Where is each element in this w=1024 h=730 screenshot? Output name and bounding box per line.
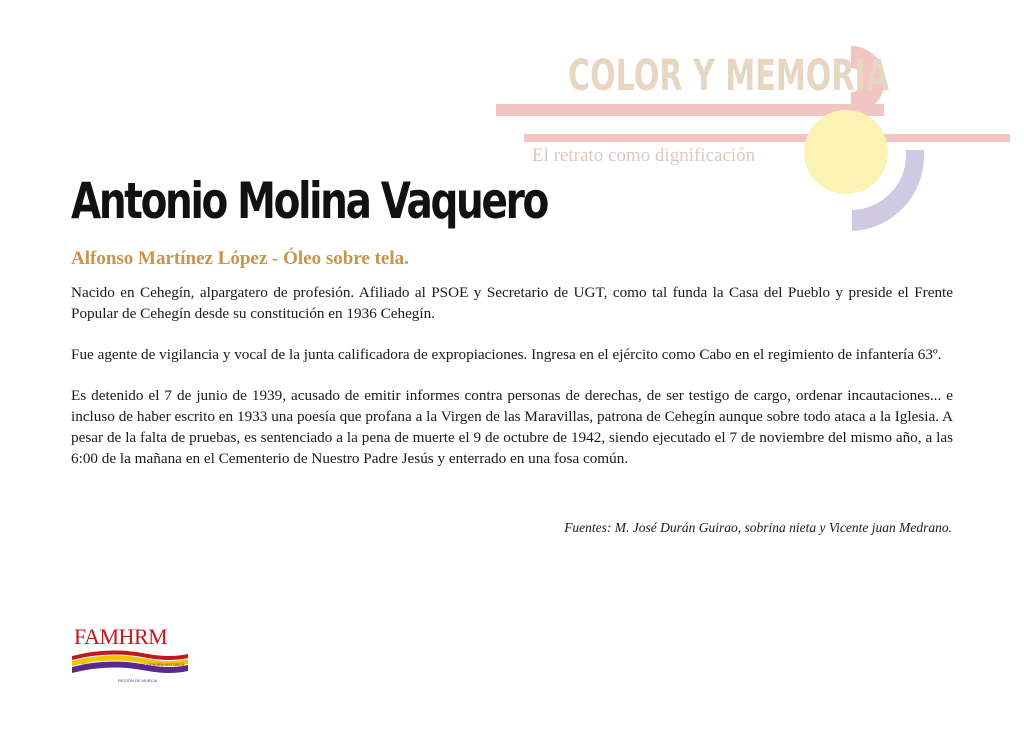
pink-band-bottom (524, 134, 1010, 142)
artwork-credit: Alfonso Martínez López - Óleo sobre tela. (71, 248, 409, 269)
series-title: COLOR Y MEMORIA (568, 51, 890, 101)
lavender-arc-cap (906, 150, 924, 155)
subject-name: Antonio Molina Vaquero (71, 172, 547, 230)
logo-text: FAMHRM (74, 624, 168, 649)
biography-paragraph: Nacido en Cehegín, alpargatero de profesión. Afiliado al PSOE y Secretario de UGT, como tal funda la Casa del Pueblo y preside el Frente Popular de Cehegín desde su constitución en 1936 Cehegín. (71, 284, 953, 322)
yellow-circle (804, 110, 888, 194)
biography (71, 282, 953, 489)
series-subtitle: El retrato como dignificación (532, 145, 756, 166)
biography-paragraph: Fue agente de vigilancia y vocal de la junta calificadora de expropiaciones. Ingresa en el ejército como Cabo en el regimiento de infantería 63º. (71, 346, 942, 363)
sources-note: Fuentes: M. José Durán Guirao, sobrina nieta y Vicente juan Medrano. (564, 520, 952, 535)
logo-flag-icon (70, 646, 194, 688)
biography-paragraph: Es detenido el 7 de junio de 1939, acusado de emitir informes contra personas de derechas, de ser testigo de cargo, ordenar incautaciones... e incluso de haber escrito en 1933 una poesía que profana a la Virgen de las Maravillas, patrona de Cehegín aunque sobre todo ataca a la Iglesia. A pesar de la falta de pruebas, es sentenciado a la pena de muerte el 9 de octubre de 1942, siendo ejecutado el 7 de noviembre del mismo año, a las 6:00 de la mañana en el Cementerio de Nuestro Padre Jesús y enterrado en una fosa común. (71, 387, 953, 467)
logo-tagline: FEDERACIÓN DE ASOCIACIONES DE MEMORIA HISTÓRICA (82, 663, 185, 667)
logo-region: REGIÓN DE MURCIA (118, 678, 158, 683)
famhrm-logo (70, 624, 194, 688)
